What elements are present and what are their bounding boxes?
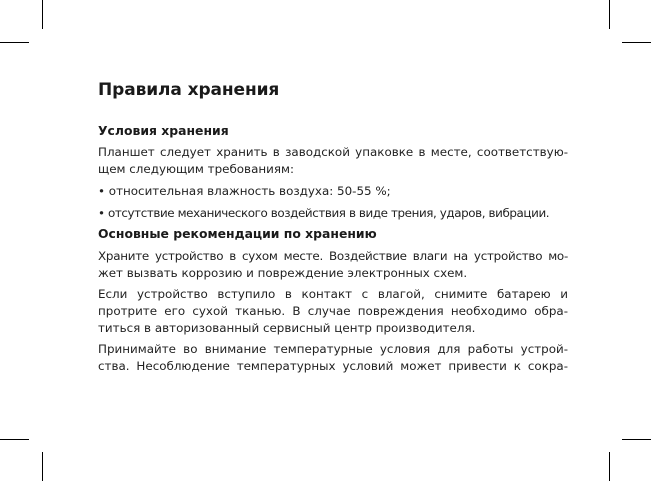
- paragraph: [98, 248, 568, 282]
- crop-mark-top-right-horizontal: [622, 42, 651, 43]
- bullet-item: [98, 205, 568, 222]
- text-line: Планшет следует хранить в заводской упаковке в месте, соответствую-: [98, 145, 568, 159]
- text-line: жет вызвать коррозию и повреждение электронных схем.: [98, 266, 468, 280]
- text-line: титься в авторизованный сервисный центр производителя.: [98, 321, 476, 335]
- crop-mark-bottom-left-vertical: [42, 452, 43, 481]
- crop-mark-top-right-vertical: [609, 0, 610, 29]
- text-line: Принимайте во внимание температурные условия для работы устрой-: [98, 342, 568, 356]
- paragraph: [98, 286, 568, 337]
- section-heading: Основные рекомендации по хранению: [98, 226, 377, 241]
- section-storage-conditions: [98, 122, 568, 222]
- document-page: [98, 78, 568, 375]
- text-line: протрите его сухой тканью. В случае повреждения необходимо обра-: [98, 304, 568, 318]
- bullet-text: • отсутствие механического воздействия в виде трения, ударов, вибрации.: [98, 206, 550, 220]
- bullet-text: • относительная влажность воздуха: 50-55 %;: [98, 184, 391, 198]
- crop-mark-bottom-right-horizontal: [622, 439, 651, 440]
- section-storage-recommendations: [98, 225, 568, 375]
- crop-mark-top-left-horizontal: [0, 42, 29, 43]
- text-line: ства. Несоблюдение температурных условий может привести к сокра-: [98, 359, 568, 373]
- text-line: Если устройство вступило в контакт с влагой, снимите батарею и: [98, 287, 568, 301]
- crop-mark-bottom-right-vertical: [609, 452, 610, 481]
- crop-mark-bottom-left-horizontal: [0, 439, 29, 440]
- bullet-item: [98, 183, 568, 200]
- crop-mark-top-left-vertical: [42, 0, 43, 29]
- paragraph: [98, 144, 568, 178]
- text-line: щем следующим требованиям:: [98, 162, 294, 176]
- paragraph: [98, 341, 568, 375]
- section-heading: Условия хранения: [98, 123, 229, 138]
- text-line: Храните устройство в сухом месте. Воздействие влаги на устройство мо-: [98, 249, 568, 263]
- page-title: Правила хранения: [98, 80, 280, 100]
